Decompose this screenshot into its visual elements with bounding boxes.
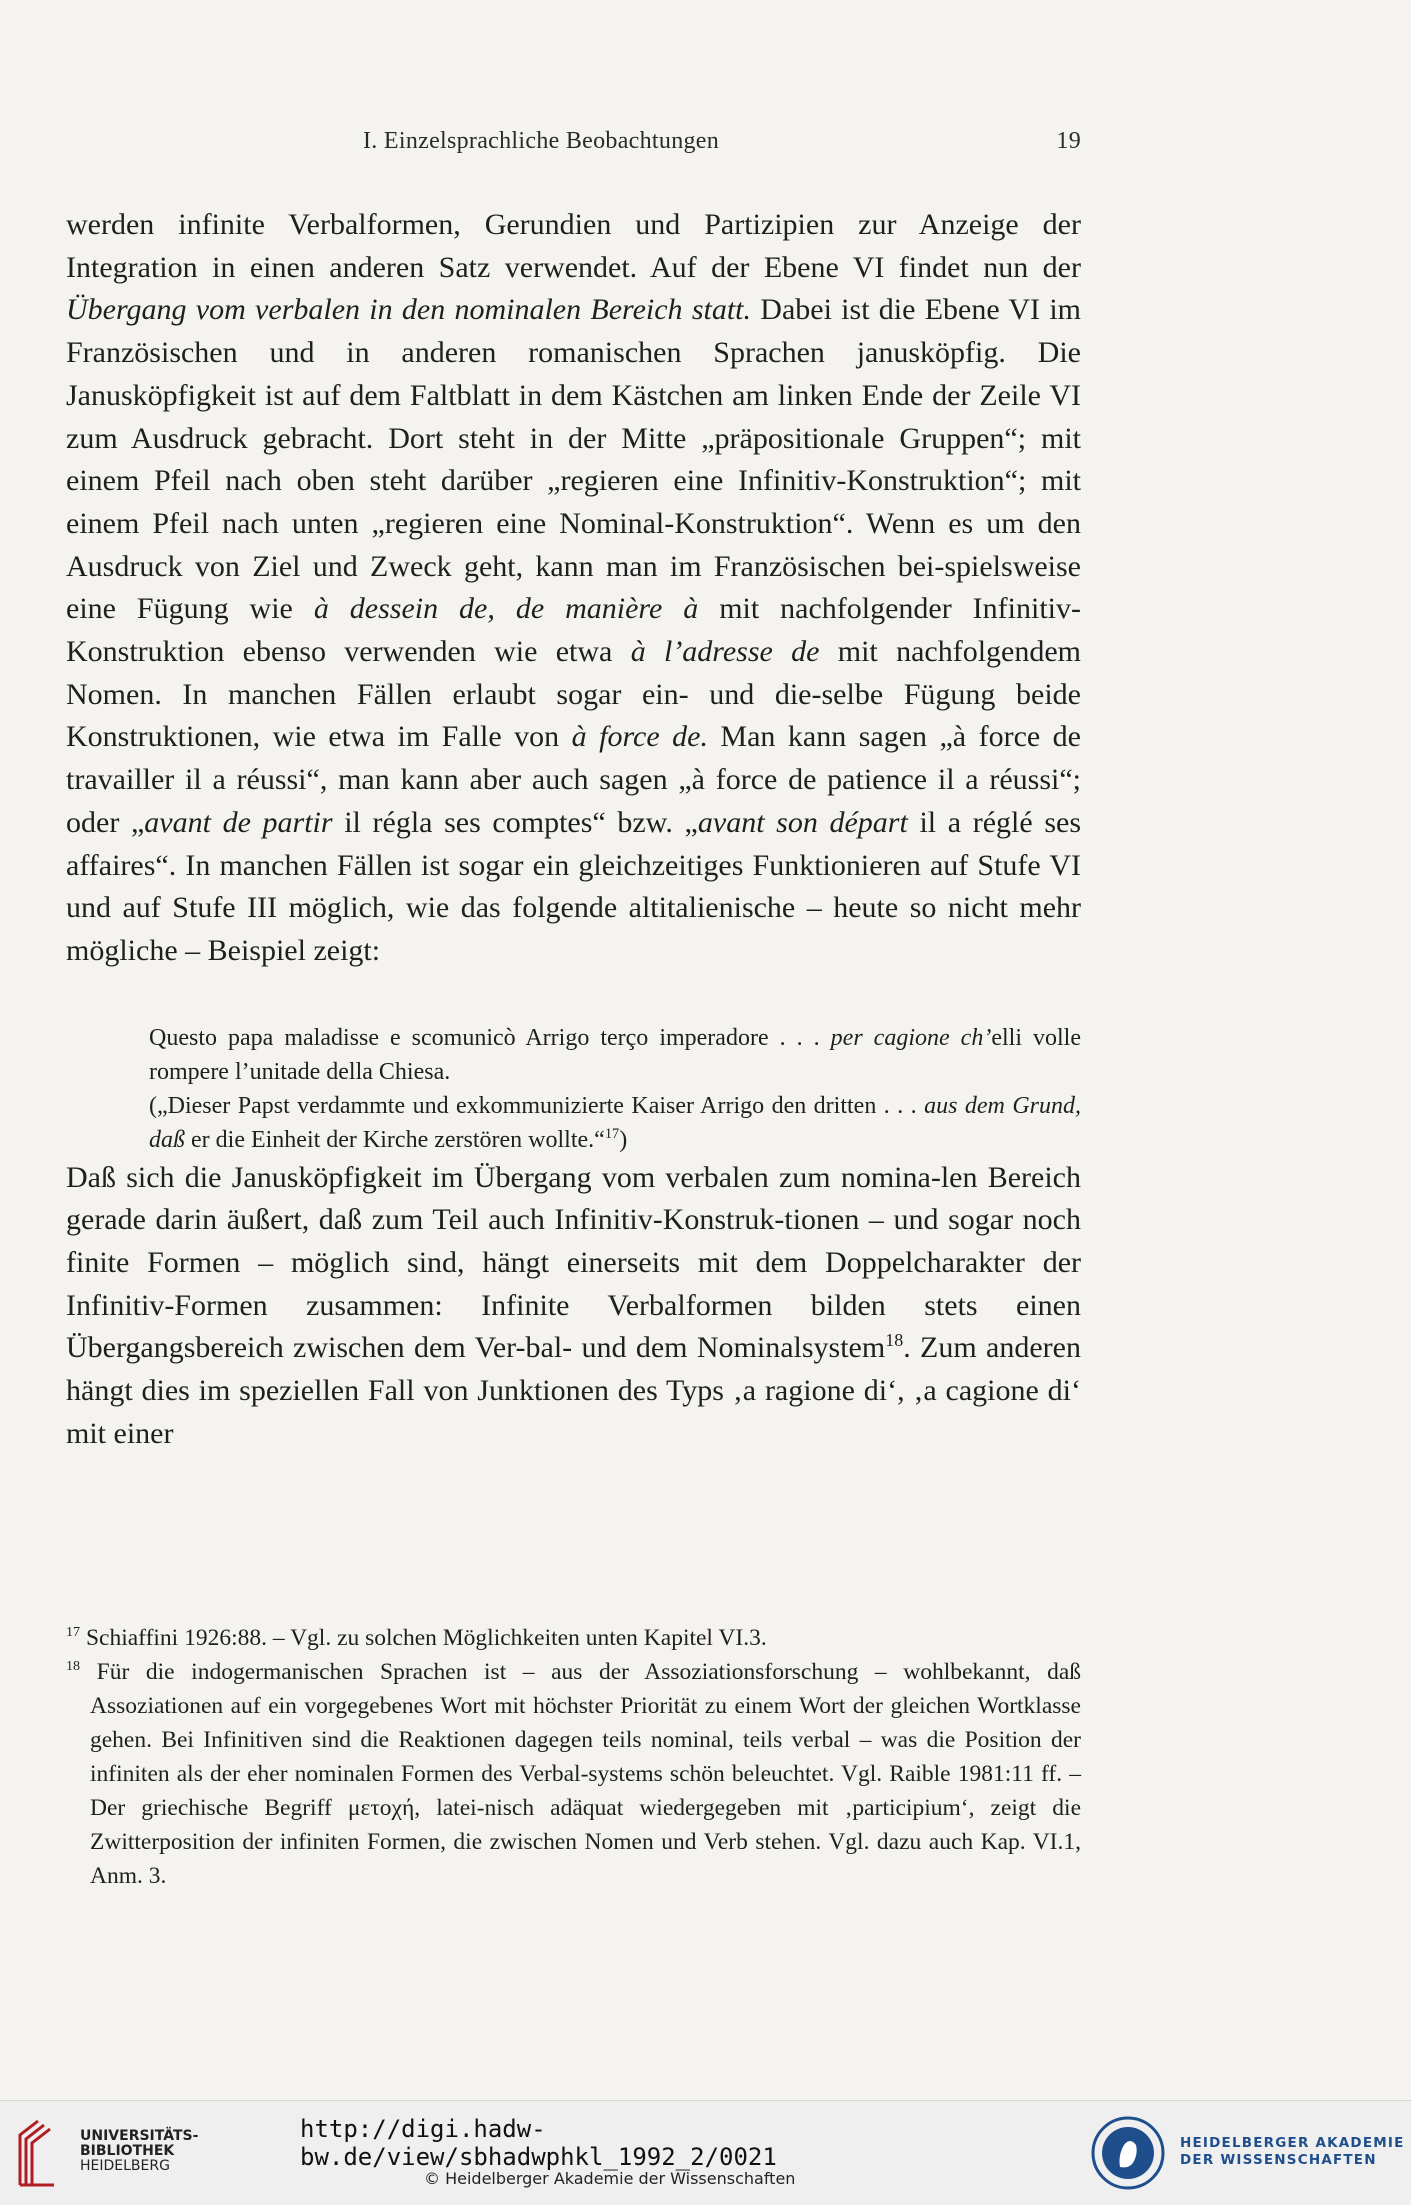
italic-span: per cagione ch’	[830, 1024, 992, 1051]
quotation-block	[149, 1021, 1081, 1157]
italic-span: aus dem Grund, daß	[149, 1092, 1082, 1153]
university-library-logo-icon	[14, 2115, 70, 2191]
academy-line-2: DER WISSENSCHAFTEN	[1180, 2152, 1377, 2168]
academy-line-1: HEIDELBERGER AKADEMIE	[1180, 2135, 1405, 2151]
italic-span: à force de.	[571, 720, 708, 754]
page-number: 19	[1056, 128, 1081, 154]
italic-span: Übergang vom verbalen in den nominalen Bereich statt.	[66, 293, 752, 327]
footnote-17: $^{17}$ Schiaffini 1926:88. – Vgl. zu solchen Möglichkeiten unten Kapitel VI.3.	[66, 1624, 767, 1651]
italic-span: à dessein de, de manière à	[313, 592, 699, 626]
footnote-number: 18	[66, 1658, 81, 1675]
copyright-notice: © Heidelberger Akademie der Wissenschaften	[424, 2169, 796, 2188]
academy-seal-icon	[1090, 2115, 1166, 2191]
library-line-1: UNIVERSITÄTS-	[80, 2128, 199, 2144]
italian-quotation: Questo papa maladisse e scomunicò Arrigo terço imperadore . . . per cagione ch’elli volle rompere l’unitade della Chiesa.	[149, 1024, 1081, 1085]
academy-name	[1180, 2135, 1405, 2169]
library-line-2: BIBLIOTHEK	[80, 2143, 175, 2159]
body-text	[66, 204, 1081, 1456]
footnotes	[66, 1621, 1081, 1893]
quotation-translation: („Dieser Papst verdammte und exkommunizierte Kaiser Arrigo den dritten . . . aus dem Grund, daß er die Einheit der Kirche zerstören wollte.“$^{17}$)	[149, 1092, 1082, 1153]
library-name	[80, 2129, 198, 2174]
paragraph-2: Daß sich die Janusköpfigkeit im Übergang vom verbalen zum nomina-len Bereich gerade darin äußert, daß zum Teil auch Infinitiv-Konstruk-tionen – und sogar noch finite Formen – möglich sind, hängt einerseits mit dem Doppelcharakter der Infinitiv-Formen zusammen: Infinite Verbalformen bilden stets einen Übergangsbereich zwischen dem Ver-bal- und dem Nominalsystem$^{18}$. Zum anderen hängt dies im speziellen Fall von Junktionen des Typs ‚a ragione di‘, ‚a cagione di‘ mit einer	[66, 1160, 1081, 1450]
footnote-ref: 18	[885, 1330, 904, 1351]
library-line-3: HEIDELBERG	[80, 2158, 170, 2174]
footnote-ref: 17	[604, 1125, 620, 1142]
digitization-footer	[0, 2100, 1411, 2205]
italic-span: avant de partir	[144, 805, 333, 839]
footnote-number: 17	[66, 1624, 81, 1641]
paragraph-1: werden infinite Verbalformen, Gerundien und Partizipien zur Anzeige der Integration in einen anderen Satz verwendet. Auf der Ebene VI findet nun der Übergang vom verbalen in den nominalen Bereich statt. Dabei ist die Ebene VI im Französischen und in anderen romanischen Sprachen janusköpfig. Die Janusköpfigkeit ist auf dem Faltblatt in dem Kästchen am linken Ende der Zeile VI zum Ausdruck gebracht. Dort steht in der Mitte „präpositionale Gruppen“; mit einem Pfeil nach oben steht darüber „regieren eine Infinitiv-Konstruktion“; mit einem Pfeil nach unten „regieren eine Nominal-Konstruktion“. Wenn es um den Ausdruck von Ziel und Zweck geht, kann man im Französischen bei-spielsweise eine Fügung wie à dessein de, de manière à mit nachfolgender Infinitiv-Konstruktion ebenso verwenden wie etwa à l’adresse de mit nachfolgendem Nomen. In manchen Fällen erlaubt sogar ein- und die-selbe Fügung beide Konstruktionen, wie etwa im Falle von à force de. Man kann sagen „à force de travailler il a réussi“, man kann aber auch sagen „à force de patience il a réussi“; oder „avant de partir il régla ses comptes“ bzw. „avant son départ il a réglé ses affaires“. In manchen Fällen ist sogar ein gleichzeitiges Funktionieren auf Stufe VI und auf Stufe III möglich, wie das folgende altitalienische – heute so nicht mehr mögliche – Beispiel zeigt:	[66, 208, 1082, 967]
running-title: I. Einzelsprachliche Beobachtungen	[363, 128, 720, 154]
italic-span: à l’adresse de	[630, 635, 820, 669]
footnote-18: $^{18}$ Für die indogermanischen Sprachen ist – aus der Assoziationsforschung – wohlbekannt, daß Assoziationen auf ein vorgegebenes Wort mit höchster Priorität zu einem Wort der gleichen Wortklasse gehen. Bei Infinitiven sind die Reaktionen dagegen teils nominal, teils verbal – was die Position der infiniten als der eher nominalen Formen des Verbal-systems schön beleuchtet. Vgl. Raible 1981:11 ff. – Der griechische Begriff μετοχή, latei-nisch adäquat wiedergegeben mit ‚participium‘, zeigt die Zwitterposition der infiniten Formen, die zwischen Nomen und Verb stehen. Vgl. dazu auch Kap. VI.1, Anm. 3.	[66, 1658, 1082, 1889]
permalink-url[interactable]: http://digi.hadw-bw.de/view/sbhadwphkl_1992_2/0021	[300, 2115, 777, 2171]
italic-span: avant son départ	[697, 805, 908, 839]
